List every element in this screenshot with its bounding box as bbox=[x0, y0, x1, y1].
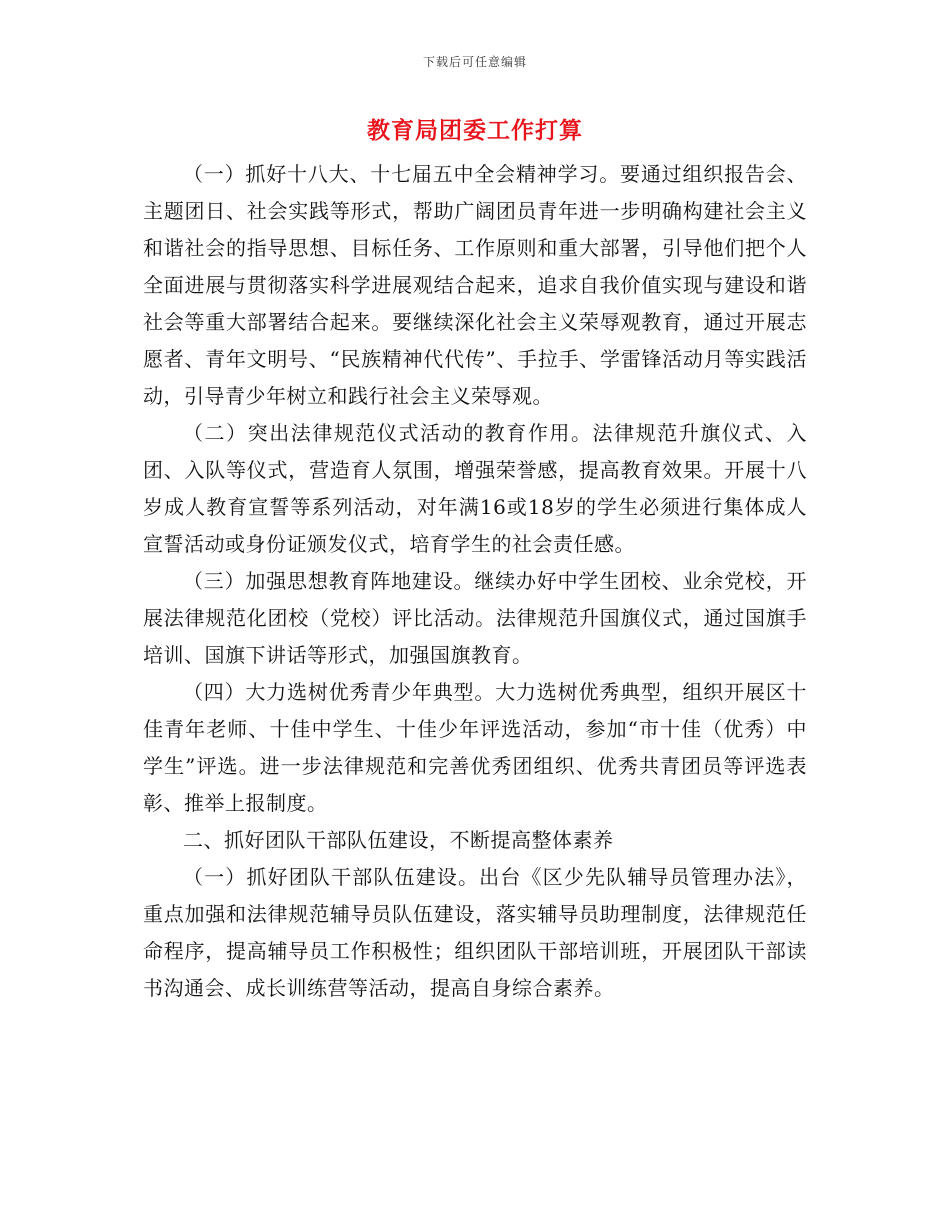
document-body bbox=[143, 156, 807, 1007]
header-note: 下载后可任意编辑 bbox=[422, 55, 527, 69]
paragraph-3: （三）加强思想教育阵地建设。继续办好中学生团校、业余党校，开展法律规范化团校（党校）评比活动。法律规范升国旗仪式，通过国旗手培训、国旗下讲话等形式，加强国旗教育。 bbox=[143, 569, 807, 667]
document-title: 教育局团委工作打算 bbox=[367, 117, 583, 144]
section-heading-2: 二、抓好团队干部队伍建设，不断提高整体素养 bbox=[183, 828, 614, 852]
paragraph-4: （四）大力选树优秀青少年典型。大力选树优秀典型，组织开展区十佳青年老师、十佳中学生、十佳少年评选活动，参加“市十佳（优秀）中学生”评选。进一步法律规范和完善优秀团组织、优秀共青团员等评选表彰、推举上报制度。 bbox=[143, 680, 807, 815]
paragraph-5: （一）抓好团队干部队伍建设。出台《区少先队辅导员管理办法》，重点加强和法律规范辅导员队伍建设，落实辅导员助理制度，法律规范任命程序，提高辅导员工作积极性；组织团队干部培训班，开展团队干部读书沟通会、成长训练营等活动，提高自身综合素养。 bbox=[143, 865, 807, 1000]
paragraph-1: （一）抓好十八大、十七届五中全会精神学习。要通过组织报告会、主题团日、社会实践等形式，帮助广阔团员青年进一步明确构建社会主义和谐社会的指导思想、目标任务、工作原则和重大部署，引导他们把个人全面进展与贯彻落实科学进展观结合起来，追求自我价值实现与建设和谐社会等重大部署结合起来。要继续深化社会主义荣辱观教育，通过开展志愿者、青年文明号、“民族精神代代传”、手拉手、学雷锋活动月等实践活动，引导青少年树立和践行社会主义荣辱观。 bbox=[143, 162, 807, 408]
paragraph-2: （二）突出法律规范仪式活动的教育作用。法律规范升旗仪式、入团、入队等仪式，营造育人氛围，增强荣誉感，提高教育效果。开展十八岁成人教育宣誓等系列活动，对年满16或18岁的学生必须进行集体成人宣誓活动或身份证颁发仪式，培育学生的社会责任感。 bbox=[143, 421, 807, 556]
